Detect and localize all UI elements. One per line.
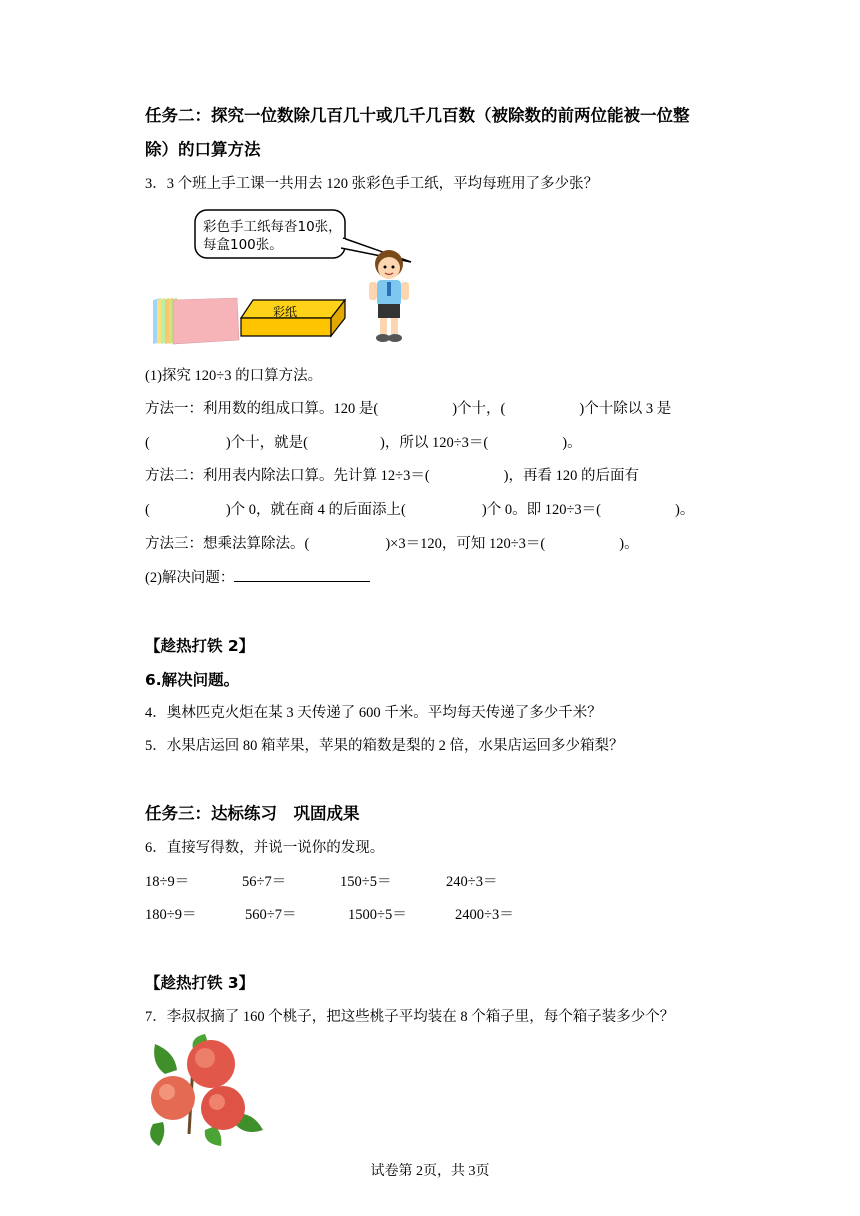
method1-line1 <box>145 399 671 419</box>
calc-2: 56÷7＝ <box>242 874 287 890</box>
box-label: 彩纸 <box>273 305 298 319</box>
m2-l2-a: ( <box>145 502 150 518</box>
question-5: 5．水果店运回 80 箱苹果，苹果的箱数是梨的 2 倍，水果店运回多少箱梨？ <box>145 738 624 754</box>
task2-title-line2: 除）的口算方法 <box>145 140 261 159</box>
m2-l2-b: )个 0，就在商 4 的后面添上( <box>225 502 406 518</box>
m3-b: )×3＝120，可知 120÷3＝( <box>385 536 546 552</box>
m1-l2-a: ( <box>145 435 150 451</box>
method1-line2 <box>145 433 582 453</box>
m2-l2-c: )个 0。即 120÷3＝( <box>481 502 602 518</box>
m1-l1-c: )个十除以 3 是 <box>579 401 672 417</box>
boy-figure <box>359 248 419 348</box>
method3 <box>145 534 639 554</box>
bubble-line2: 每盒100张。 <box>203 237 283 253</box>
method2-line2 <box>145 500 694 520</box>
m1-l2-b: )个十，就是( <box>225 435 309 451</box>
question-6: 6．直接写得数，并说一说你的发现。 <box>145 840 385 856</box>
bubble-line1: 彩色手工纸每沓10张， <box>203 219 342 235</box>
colored-paper-stack <box>151 296 241 346</box>
part-2 <box>145 567 370 588</box>
task3-title: 任务三：达标练习 巩固成果 <box>145 804 360 823</box>
answer-line[interactable] <box>234 567 370 582</box>
m1-l1-b: )个十，( <box>452 401 506 417</box>
m3-c: )。 <box>619 536 639 552</box>
question-3: 3．3 个班上手工课一共用去 120 张彩色手工纸，平均每班用了多少张？ <box>145 176 599 192</box>
m1-l2-d: )。 <box>562 435 582 451</box>
m2-l1-a: 方法二：利用表内除法口算。先计算 12÷3＝( <box>145 468 430 484</box>
calc-6: 560÷7＝ <box>245 907 297 923</box>
calc-7: 1500÷5＝ <box>348 907 407 923</box>
question-4: 4．奥林匹克火炬在某 3 天传递了 600 千米。平均每天传递了多少千米？ <box>145 705 602 721</box>
task2-title-line1: 任务二：探究一位数除几百几十或几千几百数（被除数的前两位能被一位整 <box>145 106 690 125</box>
strike3-title: 【趁热打铁 3】 <box>145 974 255 992</box>
m3-a: 方法三：想乘法算除法。( <box>145 536 310 552</box>
page-footer: 试卷第 2页，共 3页 <box>370 1164 490 1179</box>
m1-l1-a: 方法一：利用数的组成口算。120 是( <box>145 401 379 417</box>
part-2-label: (2)解决问题： <box>145 570 235 586</box>
illustration-q3 <box>145 208 425 348</box>
calc-5: 180÷9＝ <box>145 907 197 923</box>
peaches-image <box>145 1034 269 1146</box>
method2-line1 <box>145 466 639 486</box>
calc-3: 150÷5＝ <box>340 874 392 890</box>
strike2-title: 【趁热打铁 2】 <box>145 637 255 655</box>
question-7: 7．李叔叔摘了 160 个桃子，把这些桃子平均装在 8 个箱子里，每个箱子装多少个？ <box>145 1009 675 1025</box>
m2-l1-b: )，再看 120 的后面有 <box>503 468 639 484</box>
strike2-subtitle: 6.解决问题。 <box>145 671 240 689</box>
m1-l2-c: )，所以 120÷3＝( <box>380 435 489 451</box>
m2-l2-d: )。 <box>675 502 695 518</box>
calc-8: 2400÷3＝ <box>455 907 514 923</box>
part-1: (1)探究 120÷3 的口算方法。 <box>145 368 323 384</box>
calc-1: 18÷9＝ <box>145 874 190 890</box>
calc-4: 240÷3＝ <box>446 874 498 890</box>
